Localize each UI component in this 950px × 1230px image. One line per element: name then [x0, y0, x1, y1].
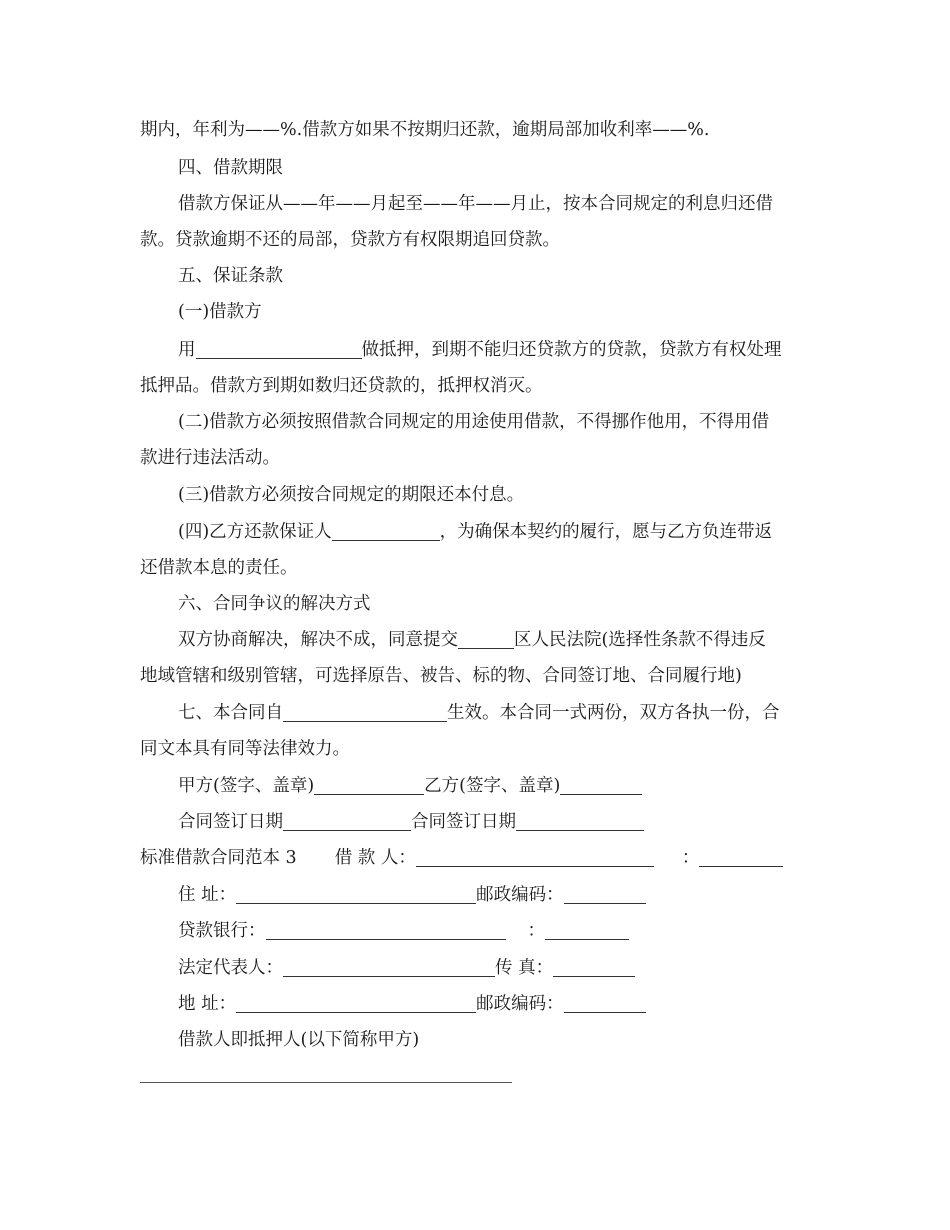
borrower-label: 借 款 人：: [334, 848, 416, 868]
section-heading-6: 六、合同争议的解决方式: [178, 594, 371, 614]
form-line: [178, 986, 818, 1022]
text-run: 区人民法院(选择性条款不得违反: [514, 630, 766, 650]
section-heading-5: 五、保证条款: [178, 266, 283, 286]
paragraph-line: 期内，年利为——%.借款方如果不按期归还款，逾期局部加收利率——%.: [140, 120, 710, 140]
blank-field: [236, 883, 476, 904]
footer-divider: [140, 1082, 512, 1083]
fax-label: 传 真：: [495, 958, 554, 978]
postcode-label: 邮政编码：: [476, 885, 564, 905]
form-line: [140, 840, 820, 876]
date-label-b: 合同签订日期: [411, 812, 516, 832]
text-run: 七、本合同自: [178, 703, 283, 723]
form-line: [178, 950, 818, 986]
paragraph-line: 抵押品。借款方到期如数归还贷款的，抵押权消灭。: [140, 376, 543, 396]
blank-field: [236, 992, 476, 1013]
blank-field: [564, 883, 646, 904]
paragraph-line: (三)借款方必须按合同规定的期限还本付息。: [178, 485, 525, 505]
paragraph-line: 款。贷款逾期不还的局部，贷款方有权限期追回贷款。: [140, 230, 560, 250]
paragraph-line: 同文本具有同等法律效力。: [140, 739, 350, 759]
text-run: (四)乙方还款保证人: [178, 522, 332, 542]
party-a-signature-label: 甲方(签字、盖章): [178, 776, 315, 796]
form-line: [178, 913, 818, 949]
blank-field: [283, 956, 495, 977]
text-run: ，为确保本契约的履行，愿与乙方负连带返: [439, 522, 773, 542]
colon-label: ：: [527, 921, 545, 941]
blank-field: [314, 774, 424, 795]
signature-line: [178, 768, 818, 804]
form-line: [178, 877, 818, 913]
blank-field: [458, 628, 514, 649]
paragraph-line: [178, 695, 818, 731]
blank-field: [564, 992, 646, 1013]
paragraph-line: 款进行违法活动。: [140, 448, 280, 468]
blank-field: [560, 774, 642, 795]
blank-field: [553, 956, 635, 977]
section-heading-4: 四、借款期限: [178, 158, 283, 178]
blank-field: [283, 810, 411, 831]
text-run: 生效。本合同一式两份，双方各执一份，合: [447, 703, 780, 723]
text-run: 做抵押，到期不能归还贷款方的贷款，贷款方有权处理: [361, 340, 782, 360]
paragraph-line: 借款人即抵押人(以下简称甲方): [178, 1030, 420, 1050]
text-run: 双方协商解决，解决不成，同意提交: [178, 630, 458, 650]
colon-label: ：: [681, 848, 700, 868]
party-b-signature-label: 乙方(签字、盖章): [424, 776, 561, 796]
subsection-heading: (一)借款方: [178, 302, 262, 322]
template-title: 标准借款合同范本 3: [140, 848, 297, 868]
bank-label: 贷款银行：: [178, 921, 266, 941]
blank-field: [545, 919, 629, 940]
blank-field: [516, 810, 644, 831]
text-run: 用: [178, 340, 196, 360]
paragraph-line: (二)借款方必须按照借款合同规定的用途使用借款，不得挪作他用，不得用借: [178, 412, 770, 432]
paragraph-line: [178, 514, 818, 550]
blank-field: [699, 846, 783, 867]
address-label: 地 址：: [178, 994, 237, 1014]
address-label: 住 址：: [178, 885, 237, 905]
blank-field: [283, 701, 447, 722]
legal-representative-label: 法定代表人：: [178, 958, 283, 978]
paragraph-line: [178, 332, 818, 368]
blank-field: [196, 338, 362, 359]
paragraph-line: [178, 622, 818, 658]
date-label-a: 合同签订日期: [178, 812, 283, 832]
paragraph-line: 还借款本息的责任。: [140, 558, 298, 578]
blank-field: [266, 919, 506, 940]
paragraph-line: 借款方保证从——年——月起至——年——月止，按本合同规定的利息归还借: [178, 194, 773, 214]
date-line: [178, 804, 818, 840]
blank-field: [416, 846, 654, 867]
paragraph-line: 地域管辖和级别管辖，可选择原告、被告、标的物、合同签订地、合同履行地): [140, 666, 742, 686]
blank-field: [332, 520, 440, 541]
postcode-label: 邮政编码：: [476, 994, 564, 1014]
